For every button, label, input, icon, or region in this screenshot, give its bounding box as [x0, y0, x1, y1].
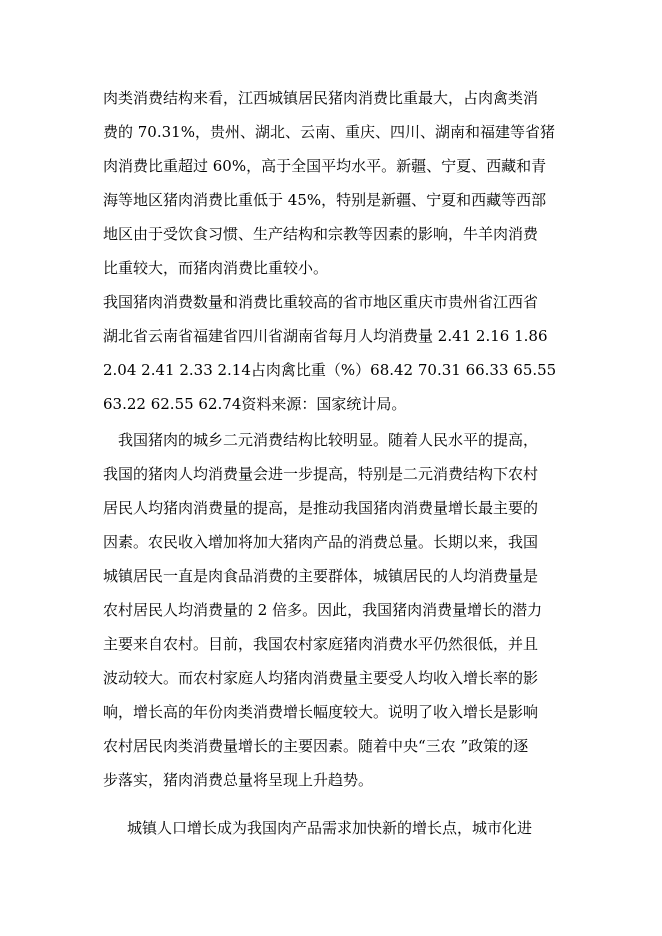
- text-line: 肉类消费结构来看，江西城镇居民猪肉消费比重最大，占肉禽类消: [103, 89, 539, 107]
- text-line: 比重较大，而猪肉消费比重较小。: [103, 259, 329, 277]
- text-line: 湖北省云南省福建省四川省湖南省每月人均消费量 2.41 2.16 1.86: [103, 327, 548, 345]
- text-line: 主要来自农村。目前，我国农村家庭猪肉消费水平仍然很低，并且: [103, 635, 539, 653]
- text-line: 63.22 62.55 62.74资料来源：国家统计局。: [103, 395, 407, 413]
- text-line: 我国猪肉的城乡二元消费结构比较明显。随着人民水平的提高，: [118, 431, 539, 449]
- text-line: 城镇人口增长成为我国肉产品需求加快新的增长点，城市化进: [127, 819, 533, 837]
- text-line: 因素。农民收入增加将加大猪肉产品的消费总量。长期以来，我国: [103, 533, 539, 551]
- text-line: 响，增长高的年份肉类消费增长幅度较大。说明了收入增长是影响: [103, 703, 539, 721]
- text-line: 地区由于受饮食习惯、生产结构和宗教等因素的影响，牛羊肉消费: [103, 225, 539, 243]
- text-line: 波动较大。而农村家庭人均猪肉消费量主要受人均收入增长率的影: [103, 669, 539, 687]
- text-line: 我国猪肉消费数量和消费比重较高的省市地区重庆市贵州省江西省: [103, 293, 539, 311]
- text-line: 步落实，猪肉消费总量将呈现上升趋势。: [103, 771, 374, 789]
- text-line: 海等地区猪肉消费比重低于 45%，特别是新疆、宁夏和西藏等西部: [103, 191, 547, 209]
- text-line: 农村居民人均消费量的 2 倍多。因此，我国猪肉消费量增长的潜力: [103, 601, 543, 619]
- text-line: 居民人均猪肉消费量的提高，是推动我国猪肉消费量增长最主要的: [103, 499, 539, 517]
- text-line: 城镇居民一直是肉食品消费的主要群体，城镇居民的人均消费量是: [103, 567, 539, 585]
- text-line: 2.04 2.41 2.33 2.14占肉禽比重（%）68.42 70.31 66.33 65.55: [103, 361, 557, 379]
- text-line: 肉消费比重超过 60%，高于全国平均水平。新疆、宁夏、西藏和青: [103, 157, 547, 175]
- text-line: 我国的猪肉人均消费量会进一步提高，特别是二元消费结构下农村: [103, 465, 539, 483]
- text-line: 农村居民肉类消费量增长的主要因素。随着中央“三农 ”政策的逐: [103, 737, 529, 755]
- text-line: 费的 70.31%，贵州、湖北、云南、重庆、四川、湖南和福建等省猪: [103, 123, 555, 141]
